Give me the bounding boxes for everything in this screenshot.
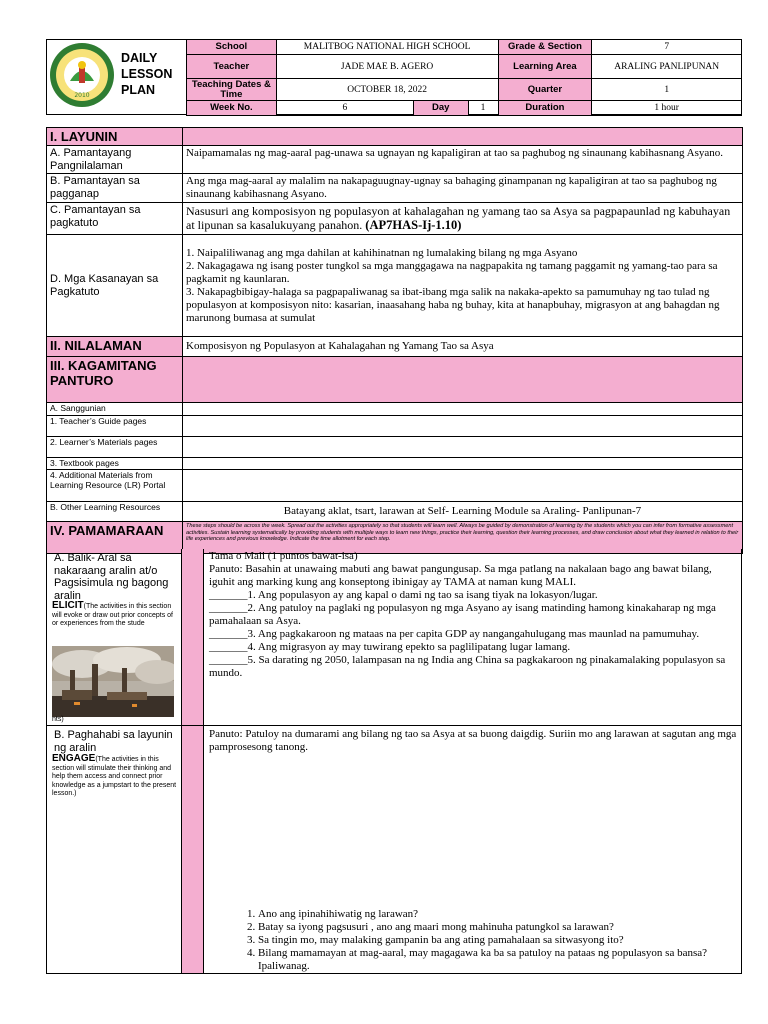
layunin-c-text: Nasusuri ang komposisyon ng populasyon at kahalagahan ng yamang tao sa Asya sa pagpapaunlad ng kabuhayan at lipunan sa kasalukuyang panahon.	[186, 204, 731, 232]
kagamitan-b-label: B. Other Learning Resources	[47, 502, 183, 522]
day-value: 1	[468, 101, 498, 116]
layunin-b-text: Ang mga mag-aaral ay malalim na nakapaguugnay-ugnay sa bahaging ginampanan ng kapaligiran at tao sa paghubog ng sinaunang kabihasnang Asyano.	[183, 174, 743, 203]
title-line: DAILY	[121, 51, 158, 65]
pamamaraan-note: These steps should be across the week. Spread out the activities appropriately so that students will learn well. Always be guided by demonstration of learning by the students which you can infer from formative assessment activities. Sustain learning systematically by providing students with multiple ways to learn new things, practice their learning, question their learning processes, and draw conclusion about what they learned in relation to their life experiences and previous knowledge. Indicate the time allotment for each step.	[183, 522, 743, 554]
kagamitan-a-label: A. Sanggunian	[47, 403, 183, 416]
question-item: 3. Sa tingin mo, may malaking gampanin ba ang ating pamahalaan sa sitwasyong ito?	[258, 934, 738, 947]
list-item: 1. Naipaliliwanag ang mga dahilan at kahihinatnan ng lumalaking bilang ng mga Asyano	[186, 246, 578, 259]
section-layunin-heading: I. LAYUNIN	[47, 128, 183, 146]
section-layunin-bar	[183, 128, 743, 146]
list-item: 3. Nakapagbibigay-halaga sa pagpapaliwanag sa ibat-ibang mga salik na nakaka-apekto sa pamumuhay ng tao tulad ng populasyon at komposisyon nito: kasarian, inaasahang haba ng buhay, kita at hanapbuhay, migrasyon at ang bahagdan ng marunong bumasa at sumulat	[186, 285, 720, 324]
kagamitan-value	[183, 436, 743, 457]
question-item: 1. Ano ang ipinahihiwatig ng larawan?	[258, 908, 738, 921]
grade-value: 7	[592, 40, 742, 55]
list-item: _______2. Ang patuloy na paglaki ng populasyon ng mga Asyano ay isang matinding hamong kinakaharap ng mga pamahalaan sa Asya.	[209, 602, 716, 627]
row-b-questions	[234, 908, 738, 973]
kagamitan-item: 2. Learner’s Materials pages	[47, 436, 183, 457]
area-value: ARALING PANLIPUNAN	[592, 55, 742, 79]
row-a-label: A. Balik- Aral sa nakaraang aralin at/o Pagsisimula ng bagong aralin	[54, 552, 169, 602]
row-a-pink-strip	[182, 549, 204, 726]
duration-label: Duration	[498, 101, 592, 116]
lesson-plan-title	[121, 50, 181, 98]
school-value: MALITBOG NATIONAL HIGH SCHOOL	[276, 40, 498, 55]
row-b-label: B. Paghahabi sa layunin ng aralin	[54, 729, 173, 754]
engage-note: (The activities in this section will stimulate their thinking and help them access and connect prior knowledge as a jumpstart to the present lesson.)	[52, 756, 177, 797]
quarter-label: Quarter	[498, 79, 592, 101]
layunin-b-label: B. Pamantayan sa pagganap	[47, 174, 183, 203]
title-line: LESSON	[121, 67, 173, 81]
layunin-c-label: C. Pamantayan sa pagkatuto	[47, 203, 183, 235]
question-item: 2. Batay sa iyong pagsusuri , ano ang maari mong mahinuha patungkol sa larawan?	[258, 921, 738, 934]
kagamitan-item: 1. Teacher’s Guide pages	[47, 415, 183, 436]
layunin-a-text: Naipamamalas ng mag-aaral pag-unawa sa ugnayan ng kapaligiran at tao sa paghubog ng sinaunang kabihasnang Asyano.	[183, 146, 743, 174]
row-a-content	[209, 550, 737, 680]
nilalaman-text: Komposisyon ng Populasyon at Kahalagahan ng Yamang Tao sa Asya	[183, 337, 743, 357]
engage-label: ENGAGE	[52, 753, 96, 764]
grade-label: Grade & Section	[498, 40, 592, 55]
kagamitan-item: 4. Additional Materials from Learning Resource (LR) Portal	[47, 470, 183, 502]
lesson-table	[46, 127, 743, 554]
list-item: _______1. Ang populasyon ay ang kapal o dami ng tao sa isang tiyak na lokasyon/lugar.	[209, 589, 598, 601]
layunin-d-label: D. Mga Kasanayan sa Pagkatuto	[47, 235, 183, 337]
list-item: 2. Nakagagawa ng isang poster tungkol sa mga manggagawa na nagpapakita ng tamang paggamit ng yamang-tao para sa pagkamit ng kaunlaran.	[186, 259, 718, 285]
section-pamamaraan-heading: IV. PAMAMARAAN	[47, 522, 183, 554]
row-a-elicit	[52, 602, 180, 629]
teacher-label: Teacher	[187, 55, 277, 79]
factory-smoke-image	[52, 646, 174, 717]
day-label: Day	[413, 101, 468, 116]
school-logo	[48, 41, 116, 109]
title-line: PLAN	[121, 83, 156, 97]
kagamitan-value	[183, 457, 743, 470]
row-a-instructions: Panuto: Basahin at unawaing mabuti ang bawat pangungusap. Sa mga patlang na nakalaan bago ang bawat bilang, iguhit ang marking kung ang konseptong ibinigay ay TAMA at naman kung MALI.	[209, 563, 712, 588]
kagamitan-b-text: Batayang aklat, tsart, larawan at Self- Learning Module sa Araling- Panlipunan-7	[183, 502, 743, 522]
week-value: 6	[276, 101, 413, 116]
layunin-c-code: (AP7HAS-Ij-1.10)	[365, 218, 462, 232]
list-item: _______4. Ang migrasyon ay may tuwirang epekto sa paglilipatang lugar lamang.	[209, 641, 571, 653]
header-info-table	[186, 39, 742, 116]
list-item: _______5. Sa darating ng 2050, lalampasan na ng India ang China sa pagkakaroon ng pinakamalaking populasyon sa mundo.	[209, 654, 726, 679]
teacher-value: JADE MAE B. AGERO	[276, 55, 498, 79]
list-item: _______3. Ang pagkakaroon ng mataas na per capita GDP ay nangangahulugang mas maunlad na pamumuhay.	[209, 628, 700, 640]
kagamitan-item: 3. Textbook pages	[47, 457, 183, 470]
kagamitan-value	[183, 415, 743, 436]
school-label: School	[187, 40, 277, 55]
question-item: 4. Bilang mamamayan at mag-aaral, may magagawa ka ba sa patuloy na pataas ng populasyon sa bansa? Ipaliwanag.	[258, 947, 738, 973]
quarter-value: 1	[592, 79, 742, 101]
layunin-c-cell	[183, 203, 743, 235]
elicit-label: ELICIT	[52, 600, 84, 611]
layunin-a-label: A. Pamantayang Pangnilalaman	[47, 146, 183, 174]
elicit-note: (The activities in this section will evoke or draw out prior concepts of or experiences from the stude	[52, 603, 173, 627]
dates-label: Teaching Dates & Time	[187, 79, 277, 101]
row-b-engage	[52, 755, 180, 799]
section-kagamitan-bar	[183, 357, 743, 403]
dates-value: OCTOBER 18, 2022	[276, 79, 498, 101]
section-nilalaman-heading: II. NILALAMAN	[47, 337, 183, 357]
row-a-nts: nts)	[52, 716, 64, 723]
kagamitan-value	[183, 470, 743, 502]
row-b-instructions: Panuto: Patuloy na dumarami ang bilang ng tao sa Asya at sa buong daigdig. Suriin mo ang larawan at sagutan ang mga pamprosesong tanong.	[209, 728, 737, 753]
kagamitan-a-value	[183, 403, 743, 416]
layunin-d-cell	[183, 235, 743, 337]
area-label: Learning Area	[498, 55, 592, 79]
row-b-pink-strip	[182, 726, 204, 974]
week-label: Week No.	[187, 101, 277, 116]
section-kagamitan-heading: III. KAGAMITANG PANTURO	[47, 357, 183, 403]
row-a-title: Tama o Mali (1 puntos bawat-isa)	[209, 550, 358, 562]
duration-value: 1 hour	[592, 101, 742, 116]
svg-text:2010: 2010	[74, 92, 90, 99]
